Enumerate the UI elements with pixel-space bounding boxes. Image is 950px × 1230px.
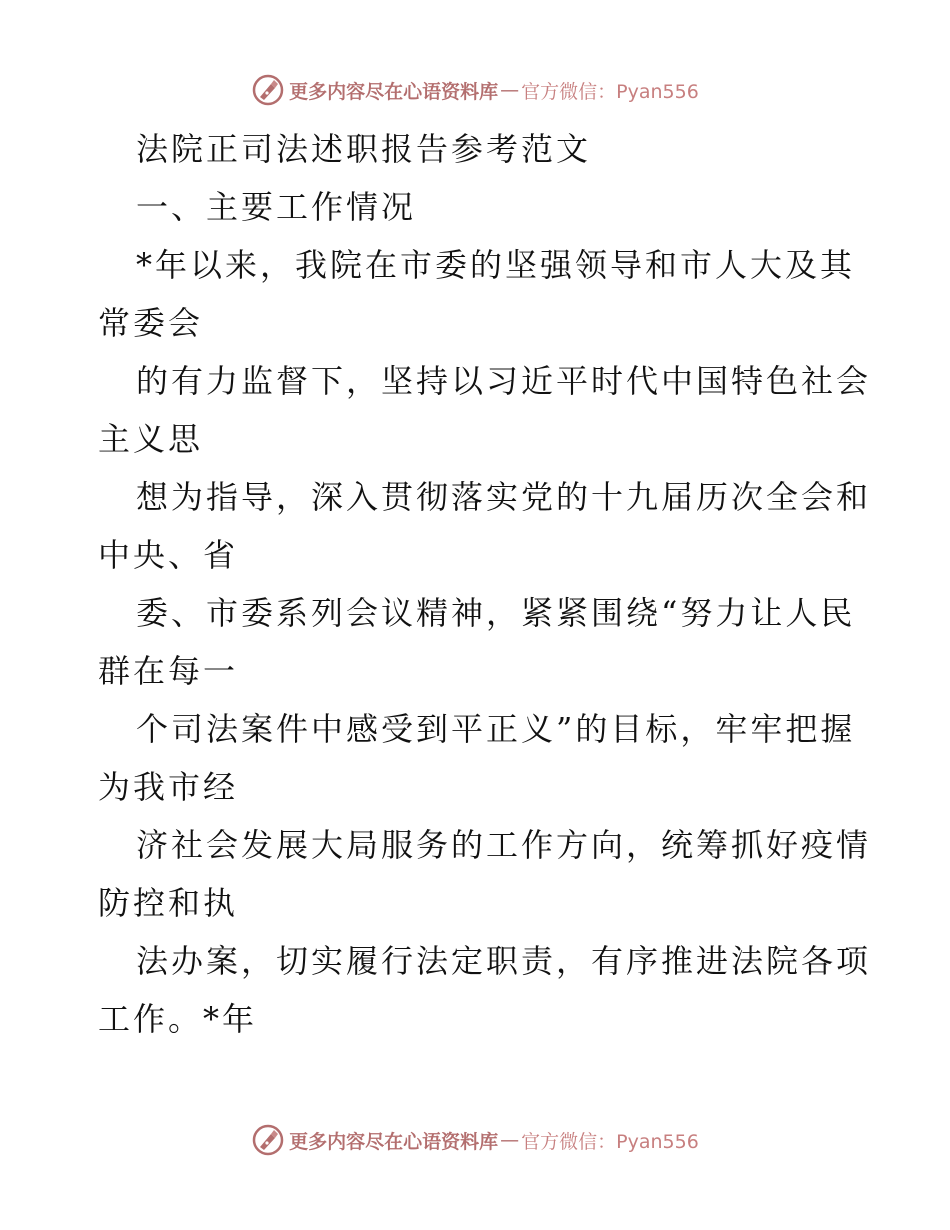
document-line: 委、市委系列会议精神，紧紧围绕“努力让人民 (136, 594, 856, 632)
document-body (98, 120, 872, 1048)
watermark-dash: — (500, 1129, 520, 1151)
document-line: 为我市经 (98, 768, 239, 806)
document-line: 法办案，切实履行法定职责，有序推进法院各项 (136, 942, 872, 980)
watermark-dash: — (500, 79, 520, 101)
watermark-site-text: 更多内容尽在心语资料库 (289, 80, 499, 103)
document-line: 中央、省 (98, 536, 239, 574)
document-line: 群在每一 (98, 652, 239, 690)
document-line: 个司法案件中感受到平正义”的目标，牢牢把握 (136, 710, 856, 748)
document-line: 一、主要工作情况 (136, 188, 417, 226)
watermark-wechat-text: 官方微信：Pyan556 (521, 1130, 699, 1153)
watermark-wechat-text: 官方微信：Pyan556 (521, 80, 699, 103)
document-line: 常委会 (98, 304, 204, 342)
watermark-site-text: 更多内容尽在心语资料库 (289, 1130, 499, 1153)
document-line: 主义思 (98, 420, 204, 458)
document-title: 法院正司法述职报告参考范文 (136, 130, 592, 168)
pen-nib-logo-icon (251, 1123, 285, 1157)
document-line: 防控和执 (98, 884, 239, 922)
document-line: *年以来，我院在市委的坚强领导和市人大及其 (136, 246, 856, 284)
pen-nib-logo-icon (251, 73, 285, 107)
document-line: 工作。*年 (98, 1000, 258, 1038)
document-line: 济社会发展大局服务的工作方向，统筹抓好疫情 (136, 826, 872, 864)
header-watermark (0, 70, 950, 110)
document-line: 的有力监督下，坚持以习近平时代中国特色社会 (136, 362, 872, 400)
document-line: 想为指导，深入贯彻落实党的十九届历次全会和 (136, 478, 872, 516)
footer-watermark (0, 1120, 950, 1160)
